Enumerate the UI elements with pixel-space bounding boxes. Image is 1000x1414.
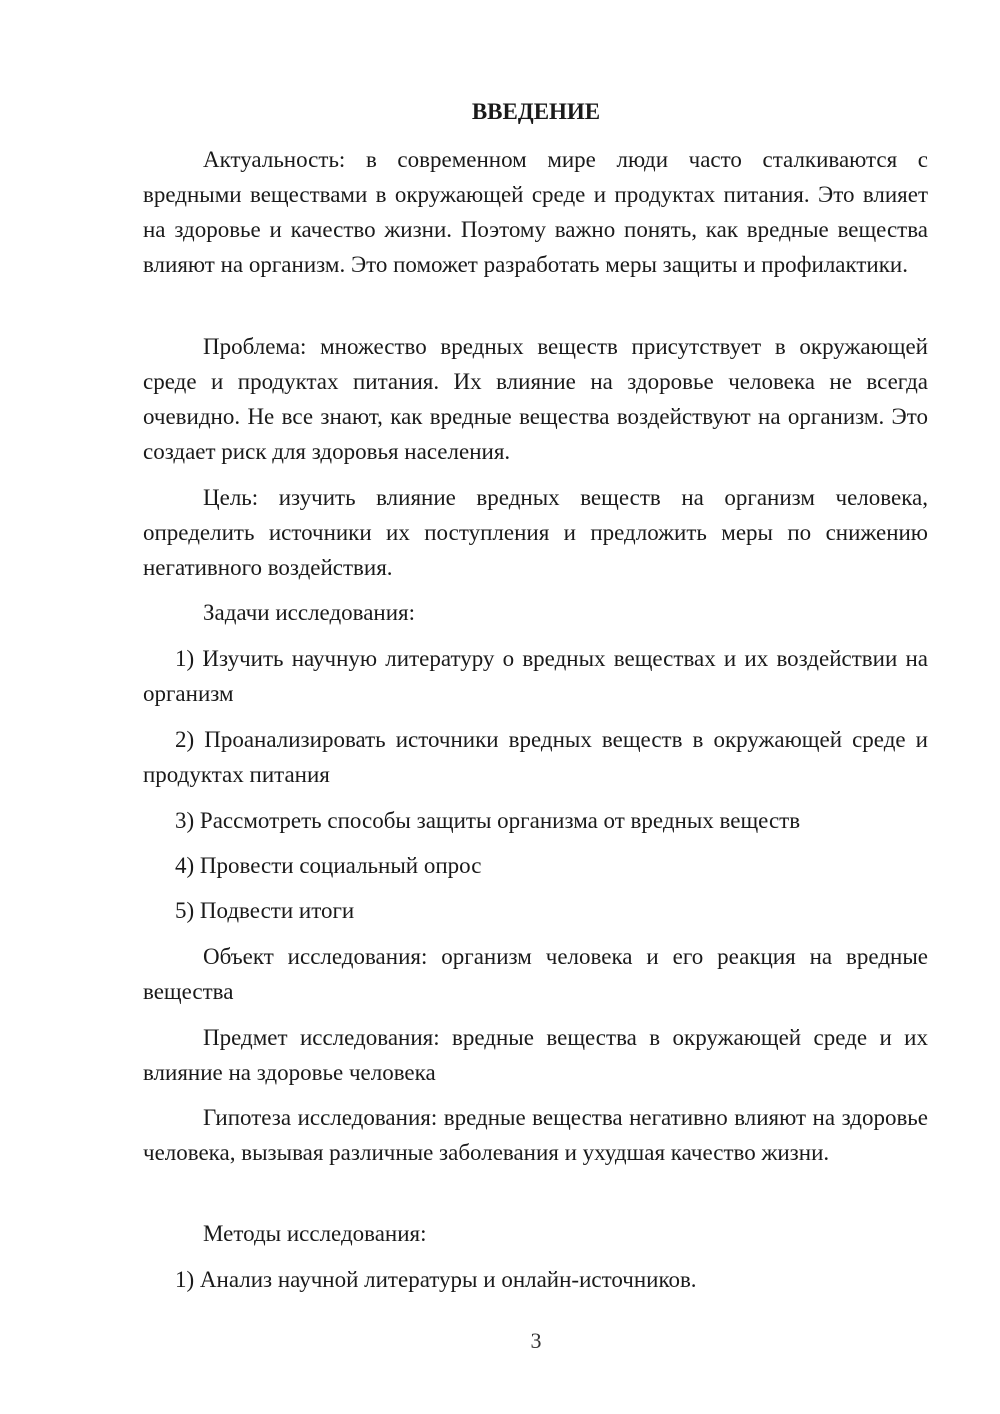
paragraph-subject: Предмет исследования: вредные вещества в окружающей среде и их влияние на здоровье человека <box>143 1025 928 1085</box>
paragraph-methods-heading: Методы исследования: <box>203 1221 427 1246</box>
method-item-1: 1) Анализ научной литературы и онлайн-источников. <box>175 1267 697 1292</box>
page-number: 3 <box>530 1328 542 1353</box>
paragraph-relevance: Актуальность: в современном мире люди часто сталкиваются с вредными веществами в окружающей среде и продуктах питания. Это влияет на здоровье и качество жизни. Поэтому важно понять, как вредные вещества влияют на организм. Это поможет разработать меры защиты и профилактики. <box>143 147 928 277</box>
task-item-1: 1) Изучить научную литературу о вредных веществах и их воздействии на организм <box>143 646 928 706</box>
task-item-5: 5) Подвести итоги <box>175 898 355 923</box>
section-title: ВВЕДЕНИЕ <box>471 99 601 124</box>
task-item-4: 4) Провести социальный опрос <box>175 853 482 878</box>
task-item-3: 3) Рассмотреть способы защиты организма от вредных веществ <box>175 808 801 833</box>
task-item-2: 2) Проанализировать источники вредных веществ в окружающей среде и продуктах питания <box>143 727 928 787</box>
paragraph-object: Объект исследования: организм человека и его реакция на вредные вещества <box>143 944 928 1004</box>
paragraph-hypothesis: Гипотеза исследования: вредные вещества негативно влияют на здоровье человека, вызывая различные заболевания и ухудшая качество жизни. <box>143 1105 928 1165</box>
paragraph-problem: Проблема: множество вредных веществ присутствует в окружающей среде и продуктах питания. Их влияние на здоровье человека не всегда очевидно. Не все знают, как вредные вещества воздействуют на организм. Это создает риск для здоровья населения. <box>143 334 928 464</box>
paragraph-tasks-heading: Задачи исследования: <box>203 600 416 625</box>
paragraph-goal: Цель: изучить влияние вредных веществ на организм человека, определить источники их поступления и предложить меры по снижению негативного воздействия. <box>143 485 928 580</box>
